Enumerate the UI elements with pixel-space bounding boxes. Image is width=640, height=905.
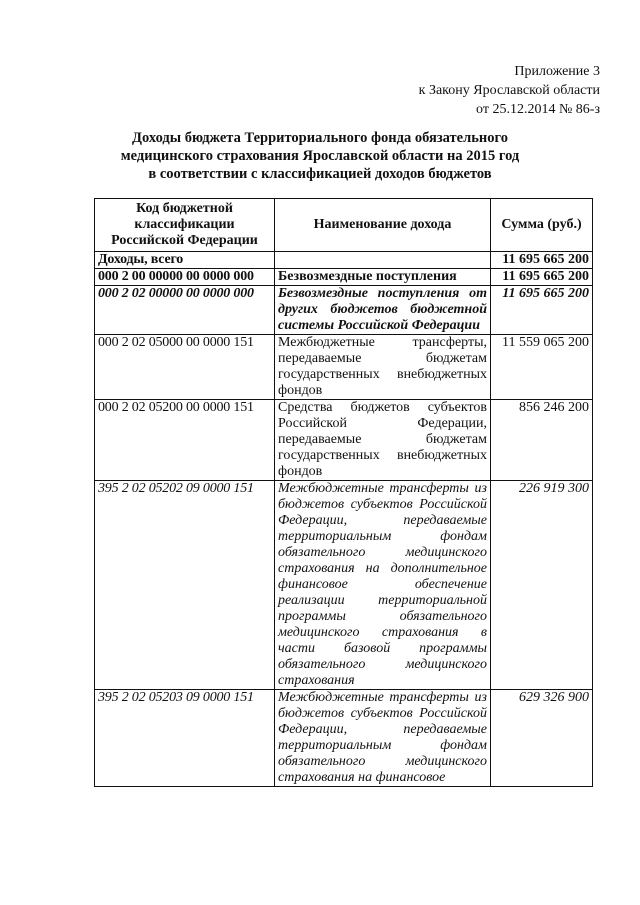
row-sum: 11 695 665 200 [491, 252, 593, 269]
row-name: Межбюджетные трансферты из бюджетов субъектов Российской Федерации, передаваемые территориальным фондам обязательного медицинского страхования на дополнительное финансовое обеспечение реализации территориальной программы обязательного медицинского страхования в части базовой программы обязательного медицинского страхования [275, 481, 491, 690]
row-name: Средства бюджетов субъектов Российской Федерации, передаваемые бюджетам государственных внебюджетных фондов [275, 400, 491, 481]
table-row [95, 269, 593, 286]
appendix-date: от 25.12.2014 № 86-з [476, 102, 600, 117]
table-row [95, 286, 593, 335]
table-row [95, 481, 593, 690]
table-row [95, 252, 593, 269]
row-code: 000 2 00 00000 00 0000 000 [95, 269, 275, 286]
row-name: Межбюджетные трансферты из бюджетов субъектов Российской Федерации, передаваемые территориальным фондам обязательного медицинского страхования на финансовое [275, 690, 491, 787]
row-code: 395 2 02 05203 09 0000 151 [95, 690, 275, 787]
row-sum: 226 919 300 [491, 481, 593, 690]
row-code: 000 2 02 05200 00 0000 151 [95, 400, 275, 481]
row-code: 000 2 02 00000 00 0000 000 [95, 286, 275, 335]
row-sum: 11 695 665 200 [491, 269, 593, 286]
row-name: Межбюджетные трансферты, передаваемые бюджетам государственных внебюджетных фондов [275, 335, 491, 400]
header-sum: Сумма (руб.) [491, 199, 593, 252]
table-row [95, 400, 593, 481]
row-sum: 856 246 200 [491, 400, 593, 481]
title-line-1: Доходы бюджета Территориального фонда обязательного [132, 130, 508, 146]
row-name: Безвозмездные поступления от других бюджетов бюджетной системы Российской Федерации [275, 286, 491, 335]
appendix-law: к Закону Ярославской области [418, 83, 600, 98]
row-sum: 11 559 065 200 [491, 335, 593, 400]
title-line-3: в соответствии с классификацией доходов бюджетов [148, 166, 492, 182]
row-name: Безвозмездные поступления [275, 269, 491, 286]
row-sum: 629 326 900 [491, 690, 593, 787]
table-header-row [95, 199, 593, 252]
table-row [95, 335, 593, 400]
row-code: Доходы, всего [95, 252, 275, 269]
document-title [60, 129, 580, 183]
row-name [275, 252, 491, 269]
row-code: 395 2 02 05202 09 0000 151 [95, 481, 275, 690]
header-name: Наименование дохода [275, 199, 491, 252]
header-code: Код бюджетной классификации Российской Федерации [95, 199, 275, 252]
revenue-table [94, 198, 593, 787]
row-code: 000 2 02 05000 00 0000 151 [95, 335, 275, 400]
row-sum: 11 695 665 200 [491, 286, 593, 335]
title-line-2: медицинского страхования Ярославской области на 2015 год [120, 148, 520, 164]
table-row [95, 690, 593, 787]
appendix-number: Приложение 3 [514, 64, 600, 79]
appendix-note [419, 62, 600, 119]
